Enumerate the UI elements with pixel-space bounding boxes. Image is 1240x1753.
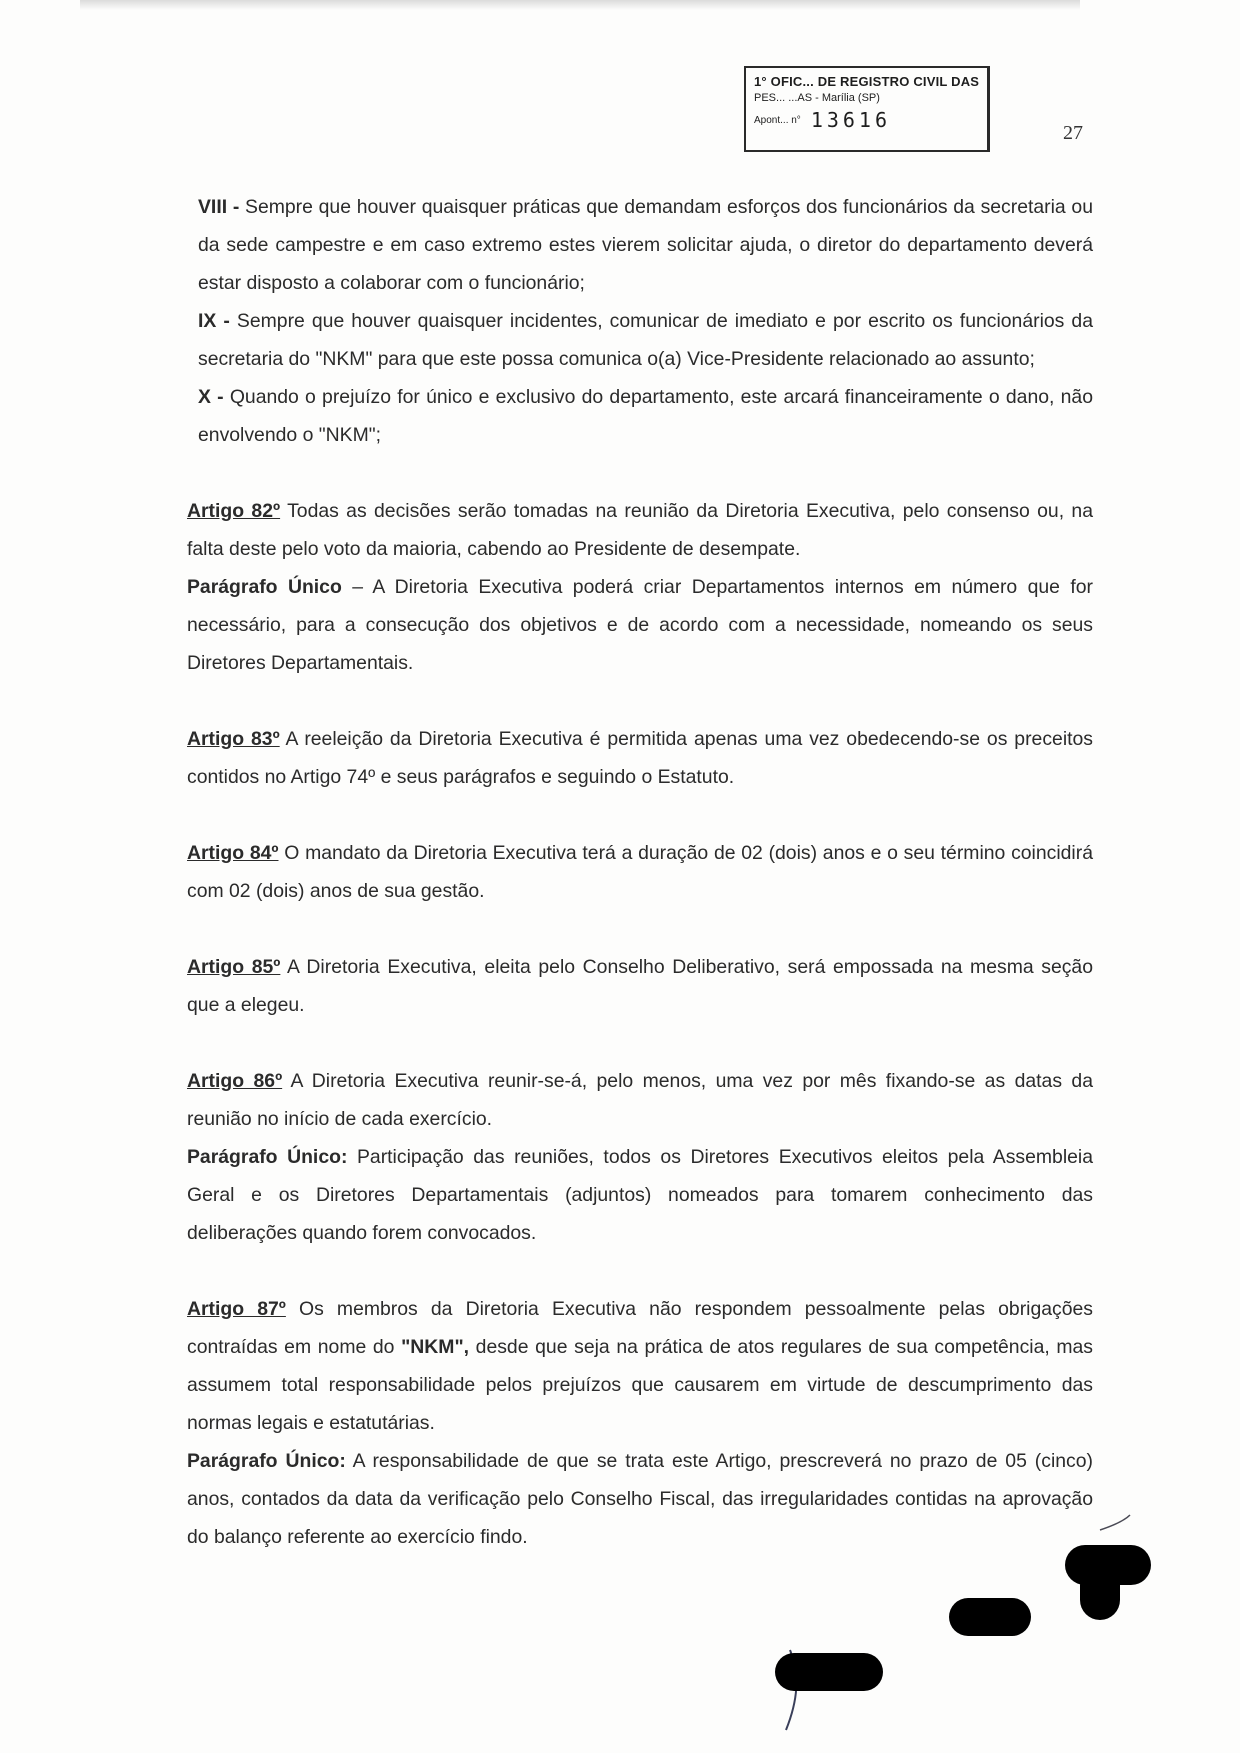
redaction-mark <box>1080 1565 1120 1620</box>
item-viii <box>187 188 1093 302</box>
article-86-paragraph-text: Participação das reuniões, todos os Diretores Executivos eleitos pela Assembleia Geral e os Diretores Departamentais (adjuntos) nomeados para tomarem conhecimento das deliberações quando forem convocados. <box>187 1146 1094 1244</box>
article-83-text: A reeleição da Diretoria Executiva é permitida apenas uma vez obedecendo-se os preceitos contidos no Artigo 74º e seus parágrafos e seguindo o Estatuto. <box>187 728 1093 788</box>
item-ix-label: IX - <box>198 310 230 332</box>
redaction-mark <box>775 1653 883 1691</box>
stamp-line-1: 1° OFIC... DE REGISTRO CIVIL DAS <box>754 74 980 89</box>
article-86-paragraph-label: Parágrafo Único: <box>187 1146 348 1168</box>
stamp-number: 13616 <box>810 108 892 132</box>
article-87-heading: Artigo 87º <box>187 1298 286 1320</box>
article-86-heading: Artigo 86º <box>187 1070 283 1092</box>
article-87 <box>187 1290 1093 1442</box>
item-x-text: Quando o prejuízo for único e exclusivo do departamento, este arcará financeiramente o dano, não envolvendo o "NKM"; <box>198 386 1093 446</box>
document-body <box>187 188 1093 1556</box>
article-87-nkm: "NKM", <box>401 1336 470 1358</box>
article-87-paragraph-text: A responsabilidade de que se trata este Artigo, prescreverá no prazo de 05 (cinco) anos, contados da data da verificação pelo Conselho Fiscal, das irregularidades contidas na aprovação do balanço referente ao exercício findo. <box>187 1450 1093 1548</box>
article-87-text-after: desde que seja na prática de atos regulares de sua competência, mas assumem total responsabilidade pelos prejuízos que causarem em virtude de descumprimento das normas legais e estatutárias. <box>187 1336 1094 1434</box>
item-viii-text: Sempre que houver quaisquer práticas que demandam esforços dos funcionários da secretaria ou da sede campestre e em caso extremo estes vierem solicitar ajuda, o diretor do departamento deverá estar disposto a colaborar com o funcionário; <box>198 196 1093 294</box>
article-82-heading: Artigo 82º <box>187 500 281 522</box>
item-ix <box>187 302 1093 378</box>
scan-edge-shadow <box>80 0 1080 10</box>
article-85-text: A Diretoria Executiva, eleita pelo Conselho Deliberativo, será empossada na mesma seção que a elegeu. <box>187 956 1094 1016</box>
article-83-heading: Artigo 83º <box>187 728 280 750</box>
article-84 <box>187 834 1093 910</box>
redaction-mark <box>949 1598 1031 1636</box>
item-x <box>187 378 1093 454</box>
article-86-paragraph <box>187 1138 1093 1252</box>
article-82 <box>187 492 1093 568</box>
article-87-text-before: Os membros da Diretoria Executiva não respondem pessoalmente pelas obrigações contraídas em nome do <box>187 1298 1094 1358</box>
registry-stamp <box>744 66 990 152</box>
stamp-line-3 <box>754 108 981 132</box>
item-viii-label: VIII - <box>198 196 240 218</box>
article-82-paragraph-text: – A Diretoria Executiva poderá criar Departamentos internos em número que for necessário, para a consecução dos objetivos e de acordo com a necessidade, nomeando os seus Diretores Departamentais. <box>187 576 1094 674</box>
item-ix-text: Sempre que houver quaisquer incidentes, comunicar de imediato e por escrito os funcionários da secretaria do "NKM" para que este possa comunica o(a) Vice-Presidente relacionado ao assunto; <box>198 310 1093 370</box>
article-85-heading: Artigo 85º <box>187 956 281 978</box>
stamp-line-2: PES... ...AS - Marília (SP) <box>754 92 880 104</box>
article-82-paragraph <box>187 568 1093 682</box>
page-number: 27 <box>1063 122 1083 144</box>
article-86-text: A Diretoria Executiva reunir-se-á, pelo menos, uma vez por mês fixando-se as datas da reunião no início de cada exercício. <box>187 1070 1093 1130</box>
article-84-text: O mandato da Diretoria Executiva terá a duração de 02 (dois) anos e o seu término coincidirá com 02 (dois) anos de sua gestão. <box>187 842 1093 902</box>
article-82-paragraph-label: Parágrafo Único <box>187 576 342 598</box>
article-87-paragraph-label: Parágrafo Único: <box>187 1450 346 1472</box>
article-82-text: Todas as decisões serão tomadas na reunião da Diretoria Executiva, pelo consenso ou, na falta deste pelo voto da maioria, cabendo ao Presidente de desempate. <box>187 500 1093 560</box>
article-86 <box>187 1062 1093 1138</box>
article-83 <box>187 720 1093 796</box>
item-x-label: X - <box>198 386 224 408</box>
stamp-label: Apont... n° <box>754 115 801 126</box>
article-85 <box>187 948 1093 1024</box>
article-84-heading: Artigo 84º <box>187 842 279 864</box>
